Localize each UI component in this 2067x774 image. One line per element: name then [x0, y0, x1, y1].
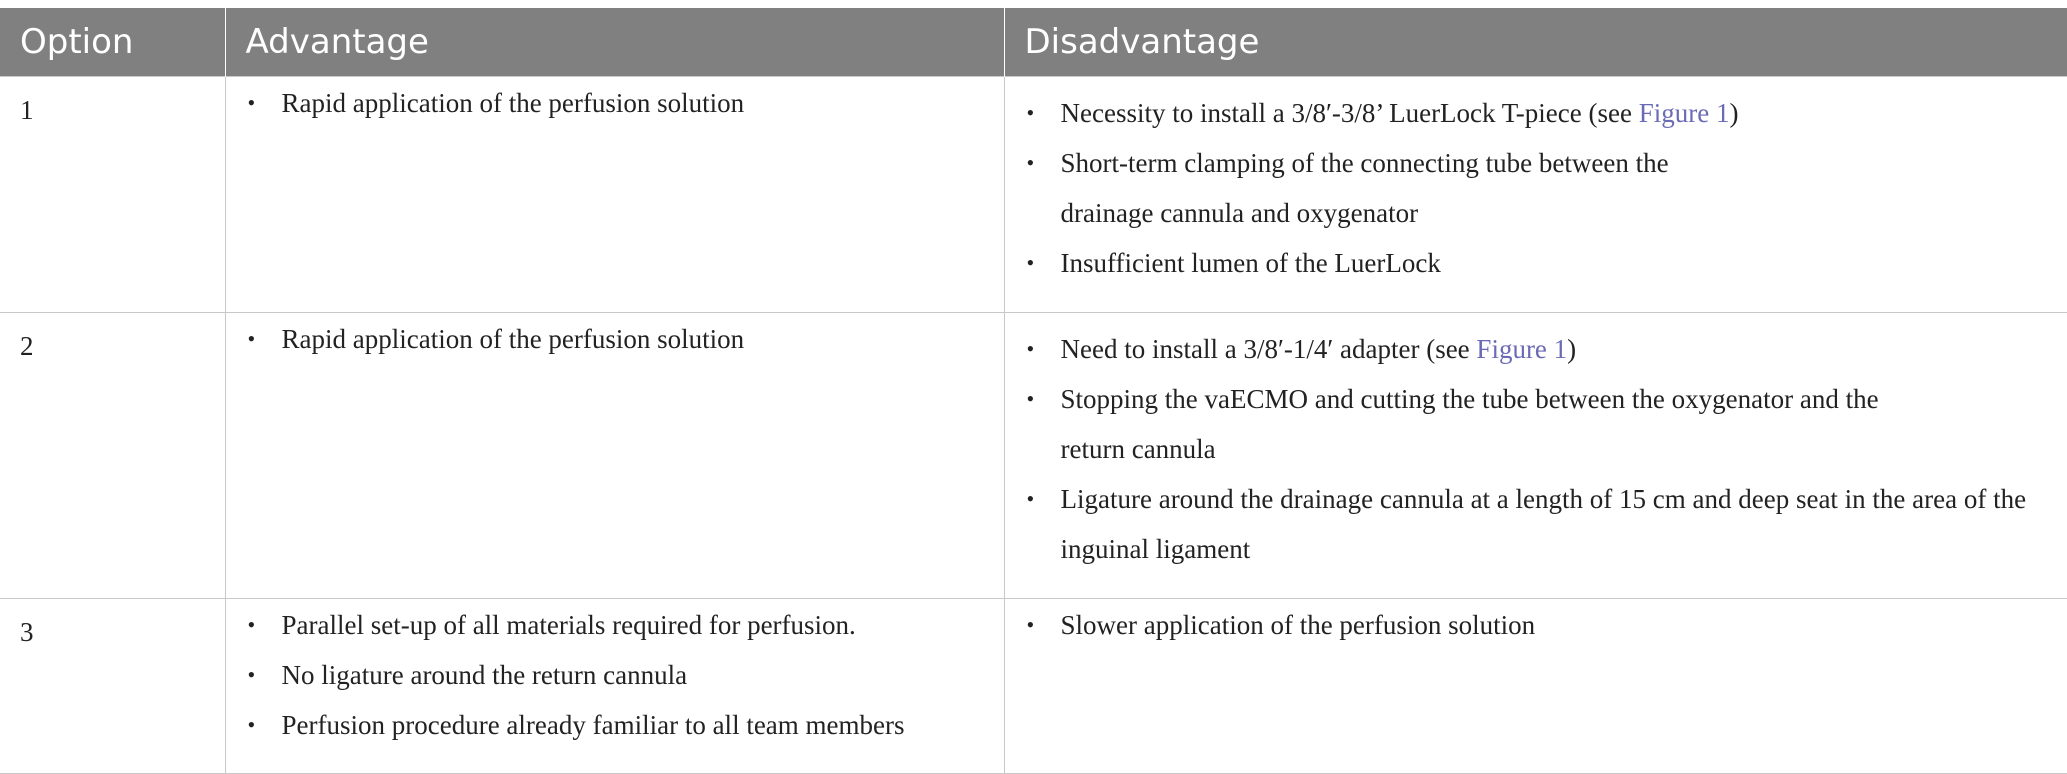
list-item: • No ligature around the return cannula: [226, 650, 1004, 700]
disadvantage-list: [1005, 600, 2067, 650]
list-item: • Insufficient lumen of the LuerLock: [1005, 238, 2067, 288]
advantage-cell: [225, 599, 1004, 774]
figure-link[interactable]: Figure 1: [1476, 334, 1568, 364]
option-number: 3: [0, 599, 225, 774]
option-number: 2: [0, 313, 225, 599]
list-item: • Necessity to install a 3/8′-3/8’ LuerLock T-piece (see Figure 1): [1005, 88, 2067, 138]
disadvantage-cell: [1004, 313, 2067, 599]
advantage-cell: [225, 77, 1004, 313]
header-row: [0, 8, 2067, 77]
header-advantage: Advantage: [225, 8, 1004, 77]
header-disadvantage: Disadvantage: [1004, 8, 2067, 77]
list-item: • Need to install a 3/8′-1/4′ adapter (see Figure 1): [1005, 324, 2067, 374]
advantage-cell: [225, 313, 1004, 599]
list-item: • Rapid application of the perfusion solution: [226, 78, 1004, 128]
table-row: [0, 313, 2067, 599]
list-item: • Ligature around the drainage cannula at a length of 15 cm and deep seat in the area of the inguinal ligament: [1005, 474, 2067, 574]
table-header: [0, 8, 2067, 77]
list-item: • Perfusion procedure already familiar to all team members: [226, 700, 1004, 750]
figure-link[interactable]: Figure 1: [1638, 98, 1730, 128]
list-item: • Slower application of the perfusion solution: [1005, 600, 2067, 650]
list-item: • Rapid application of the perfusion solution: [226, 314, 1004, 364]
list-item: • Short-term clamping of the connecting tube between the drainage cannula and oxygenator: [1005, 138, 2067, 238]
list-item: • Parallel set-up of all materials required for perfusion.: [226, 600, 1004, 650]
advantage-list: [226, 314, 1004, 364]
advantage-list: [226, 78, 1004, 128]
disadvantage-list: [1005, 88, 2067, 288]
list-item: • Stopping the vaECMO and cutting the tube between the oxygenator and the return cannula: [1005, 374, 2067, 474]
disadvantage-list: [1005, 324, 2067, 574]
table-row: [0, 77, 2067, 313]
advantage-list: [226, 600, 1004, 750]
disadvantage-cell: [1004, 599, 2067, 774]
disadvantage-cell: [1004, 77, 2067, 313]
options-table: [0, 8, 2067, 774]
header-option: Option: [0, 8, 225, 77]
option-number: 1: [0, 77, 225, 313]
table-row: [0, 599, 2067, 774]
